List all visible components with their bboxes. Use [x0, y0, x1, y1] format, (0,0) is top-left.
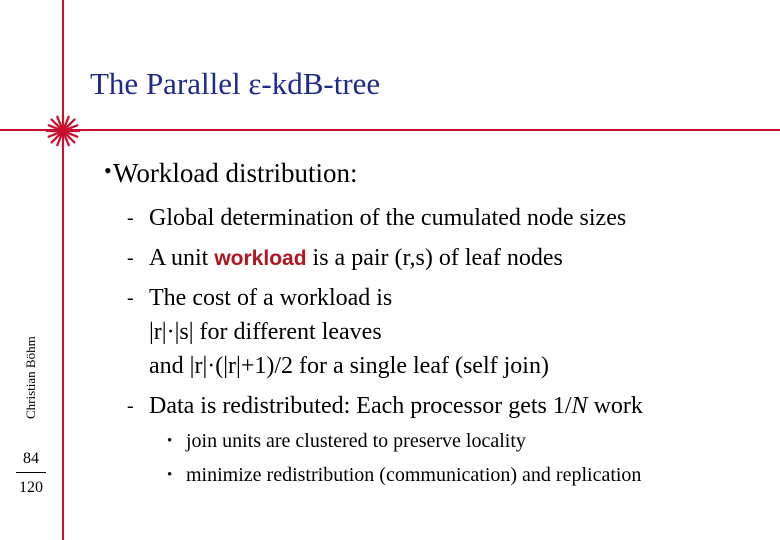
list-item — [127, 391, 643, 421]
bullet-dot-icon: • — [167, 433, 173, 449]
page-number — [16, 448, 46, 499]
workload-keyword: workload — [214, 247, 307, 270]
list-item — [127, 283, 393, 313]
sub-list-item-text: minimize redistribution (communication) and replication — [186, 464, 642, 486]
list-item-prefix: Data is redistributed: Each processor gets 1/ — [149, 393, 572, 419]
list-item — [127, 243, 563, 274]
slide-title: The Parallel ε-kdB-tree — [90, 66, 381, 101]
bullet-dot-icon: • — [167, 467, 173, 483]
sub-list-item-text: join units are clustered to preserve locality — [186, 430, 526, 452]
sub-list-item — [167, 428, 526, 454]
vertical-accent-line — [62, 0, 64, 540]
variable-n: N — [571, 393, 588, 419]
bullet-heading: Workload distribution: — [113, 158, 358, 188]
list-item-text: Global determination of the cumulated node sizes — [149, 205, 627, 231]
dash-bullet-icon: - — [127, 287, 134, 309]
dash-bullet-icon: - — [127, 395, 134, 417]
dash-bullet-icon: - — [127, 207, 134, 229]
page-divider — [16, 472, 46, 473]
list-item — [127, 203, 627, 233]
author-name: Christian Böhm — [23, 336, 38, 419]
list-item-prefix: A unit — [149, 245, 215, 271]
bullet-item-workload-distribution — [104, 158, 358, 189]
sub-list-item — [167, 462, 642, 488]
list-item-suffix: work — [587, 393, 643, 419]
dash-bullet-icon: - — [127, 247, 134, 269]
list-item-text: The cost of a workload is — [149, 285, 393, 311]
list-item-suffix: is a pair (r,s) of leaf nodes — [306, 245, 563, 271]
page-current: 84 — [23, 450, 39, 467]
page-total: 120 — [19, 479, 43, 496]
bullet-dot-icon: • — [104, 158, 112, 183]
list-item-continuation: and |r|·(|r|+1)/2 for a single leaf (self join) — [149, 353, 549, 379]
star-burst-icon — [44, 112, 82, 150]
list-item-continuation: |r|·|s| for different leaves — [149, 319, 382, 345]
horizontal-accent-line — [0, 129, 780, 131]
